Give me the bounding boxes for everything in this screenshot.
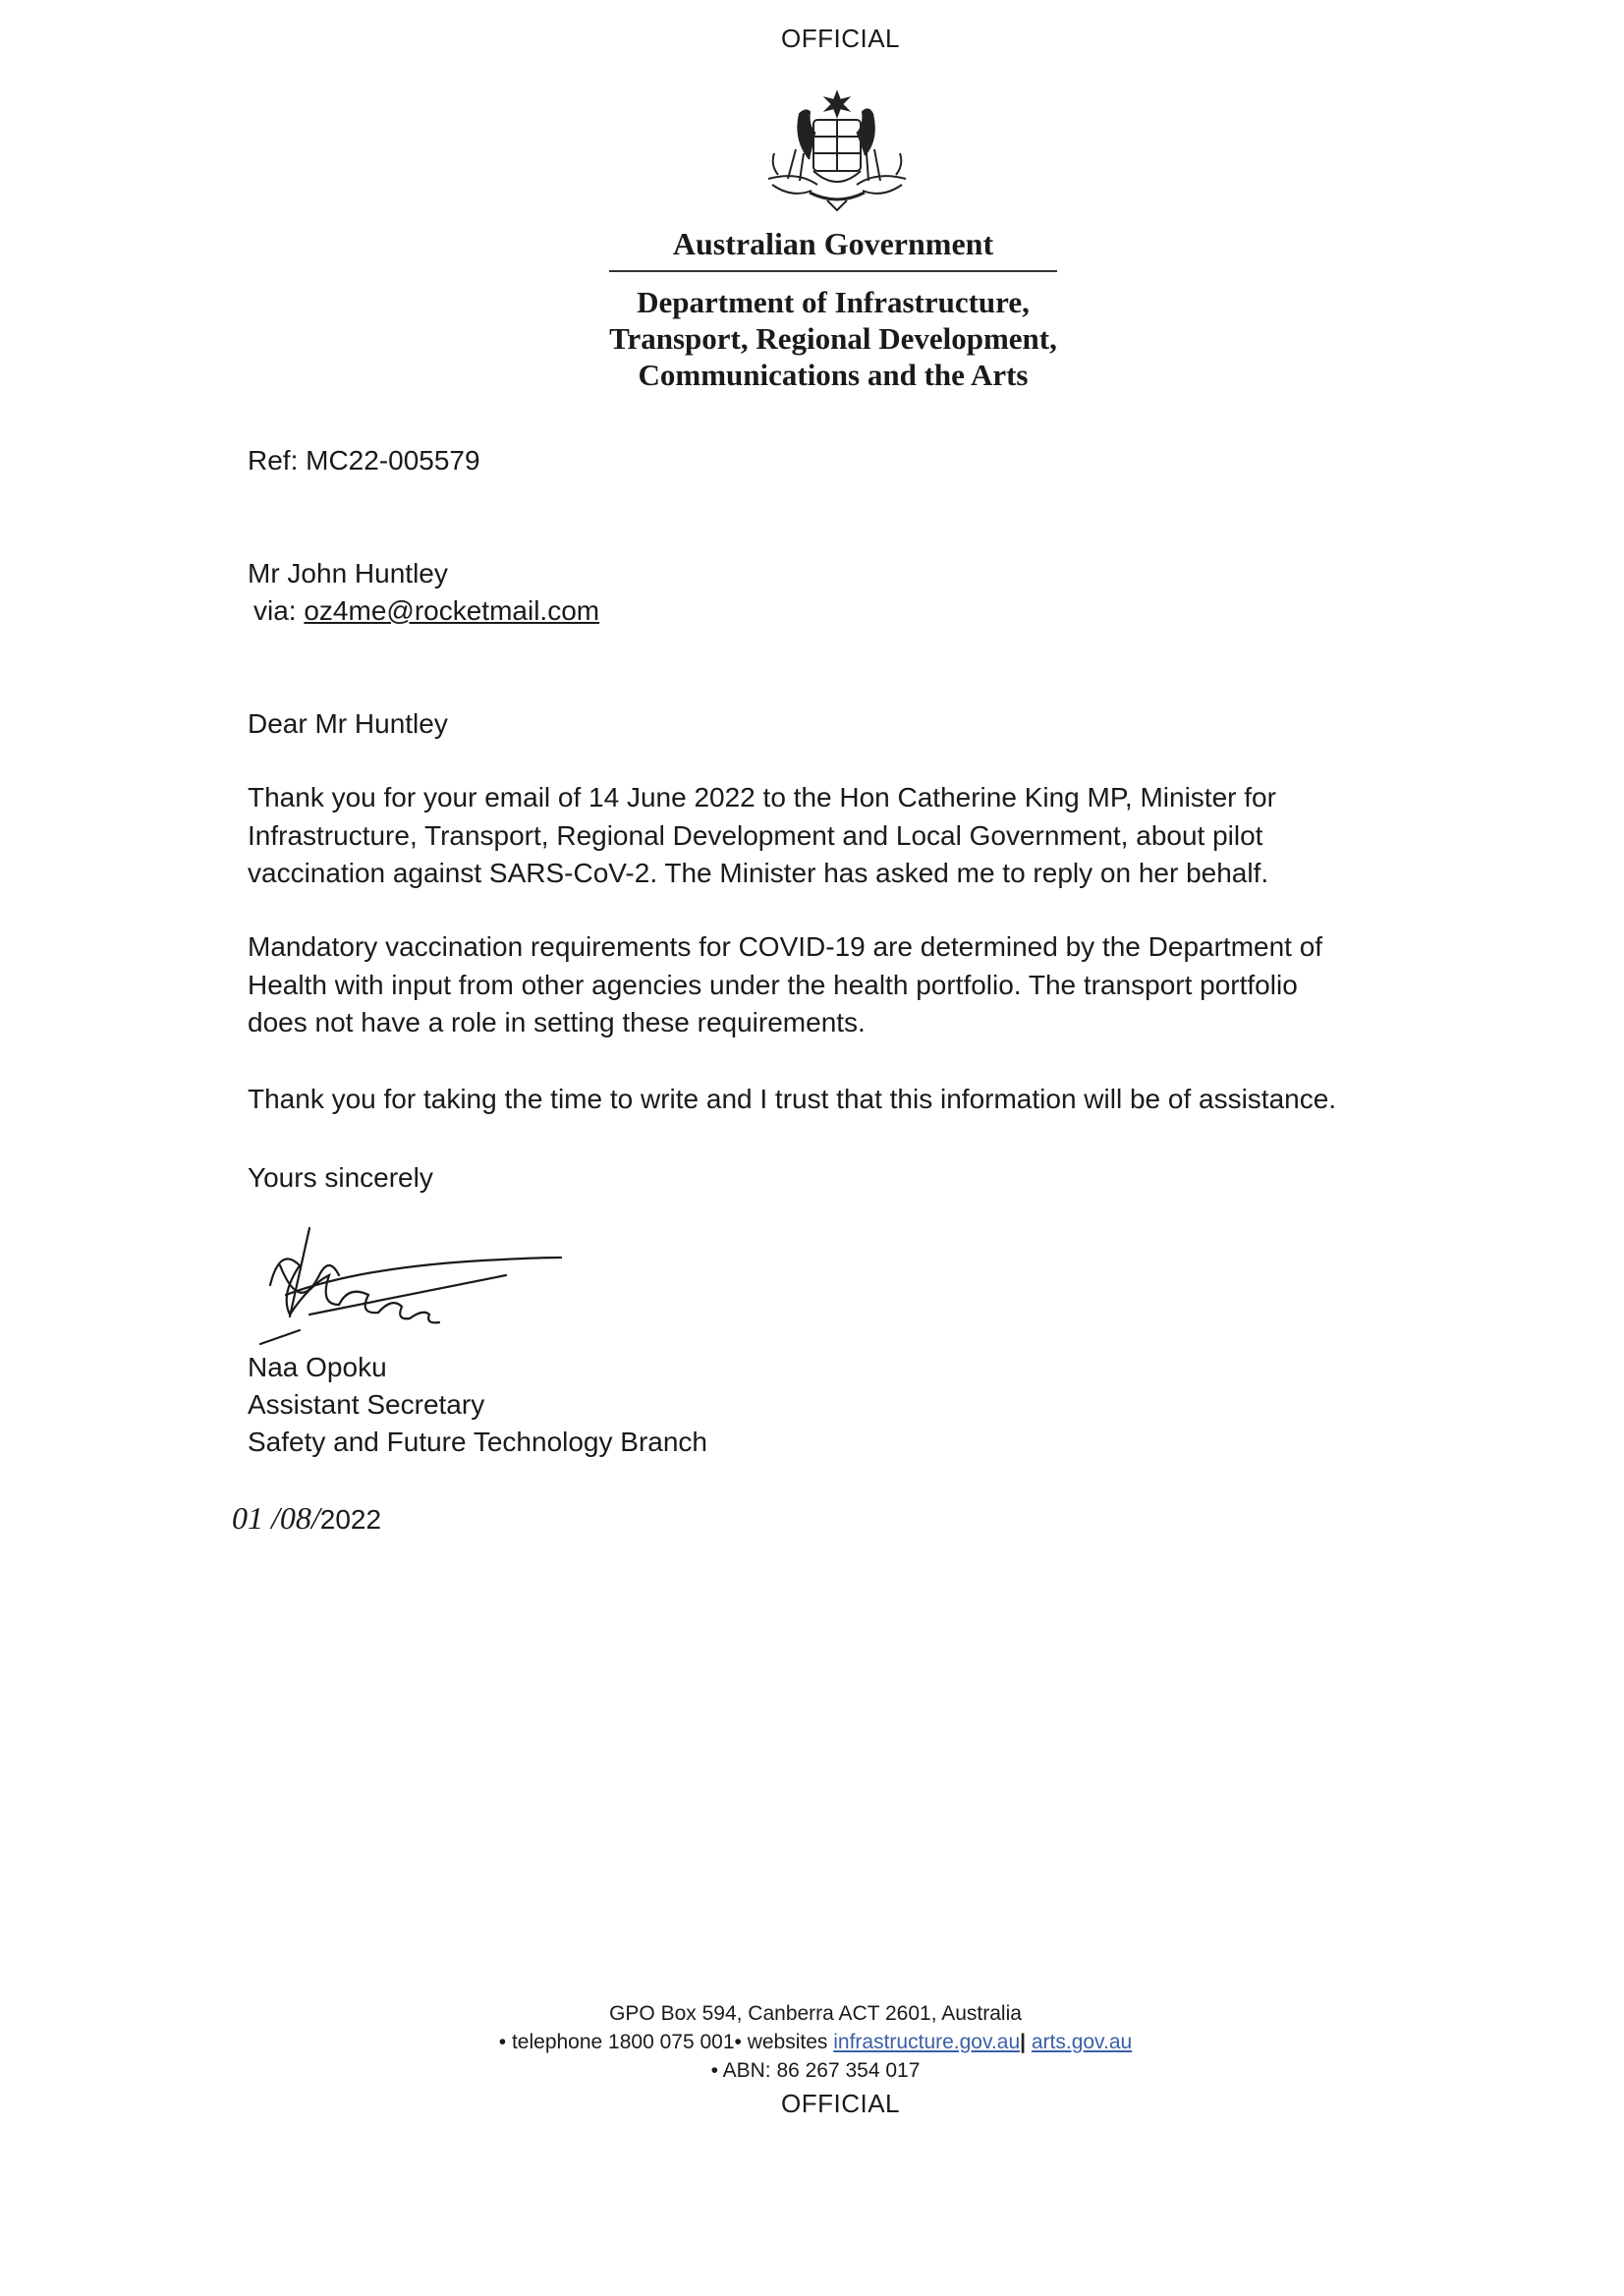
footer-contact: [413, 2028, 1218, 2056]
recipient-contact: [253, 592, 599, 630]
footer-address: GPO Box 594, Canberra ACT 2601, Australia: [609, 2002, 1022, 2025]
handwritten-date: 01 /08/: [232, 1500, 320, 1536]
header-divider: [609, 270, 1057, 272]
department-line: Department of Infrastructure,: [637, 285, 1030, 319]
department-line: Communications and the Arts: [638, 358, 1029, 392]
recipient-email-link[interactable]: oz4me@rocketmail.com: [304, 595, 600, 626]
paragraph-line: Thank you for taking the time to write and I trust that this information will be of assistance.: [248, 1084, 1337, 1114]
paragraph-2: [248, 928, 1427, 1042]
footer-abn: • ABN: 86 267 354 017: [710, 2059, 921, 2082]
classification-bottom: OFFICIAL: [781, 2089, 901, 2118]
footer-separator: |: [1020, 2031, 1027, 2053]
signatory-title: Assistant Secretary: [248, 1389, 485, 1420]
recipient-name: Mr John Huntley: [248, 558, 448, 588]
paragraph-line: does not have a role in setting these requirements.: [248, 1007, 866, 1037]
signatory-branch: Safety and Future Technology Branch: [248, 1427, 708, 1457]
classification-top: OFFICIAL: [781, 24, 901, 53]
infrastructure-website-link[interactable]: infrastructure.gov.au: [833, 2031, 1021, 2053]
government-title: Australian Government: [672, 226, 994, 261]
closing: Yours sincerely: [248, 1162, 433, 1193]
department-name: [589, 284, 1077, 393]
coat-of-arms-logo: [749, 90, 925, 218]
footer-contact-prefix: • telephone 1800 075 001• websites: [498, 2031, 834, 2053]
paragraph-line: vaccination against SARS-CoV-2. The Minister has asked me to reply on her behalf.: [248, 858, 1269, 888]
signatory-name: Naa Opoku: [248, 1352, 387, 1382]
printed-year: 2022: [319, 1504, 382, 1535]
salutation: Dear Mr Huntley: [248, 708, 448, 739]
department-line: Transport, Regional Development,: [609, 321, 1057, 356]
arts-website-link[interactable]: arts.gov.au: [1031, 2031, 1133, 2053]
signature-image: [251, 1216, 565, 1354]
paragraph-3: [248, 1081, 1427, 1119]
paragraph-line: Mandatory vaccination requirements for COVID-19 are determined by the Department of: [248, 931, 1323, 962]
reference-number: Ref: MC22-005579: [248, 445, 480, 476]
paragraph-line: Infrastructure, Transport, Regional Development and Local Government, about pilot: [248, 819, 1263, 851]
letter-date: [232, 1499, 381, 1539]
via-label: via:: [253, 595, 305, 626]
paragraph-1: [248, 779, 1427, 893]
paragraph-line: Health with input from other agencies under the health portfolio. The transport portfolio: [248, 969, 1298, 1000]
paragraph-line: Thank you for your email of 14 June 2022 to the Hon Catherine King MP, Minister for: [248, 782, 1276, 812]
